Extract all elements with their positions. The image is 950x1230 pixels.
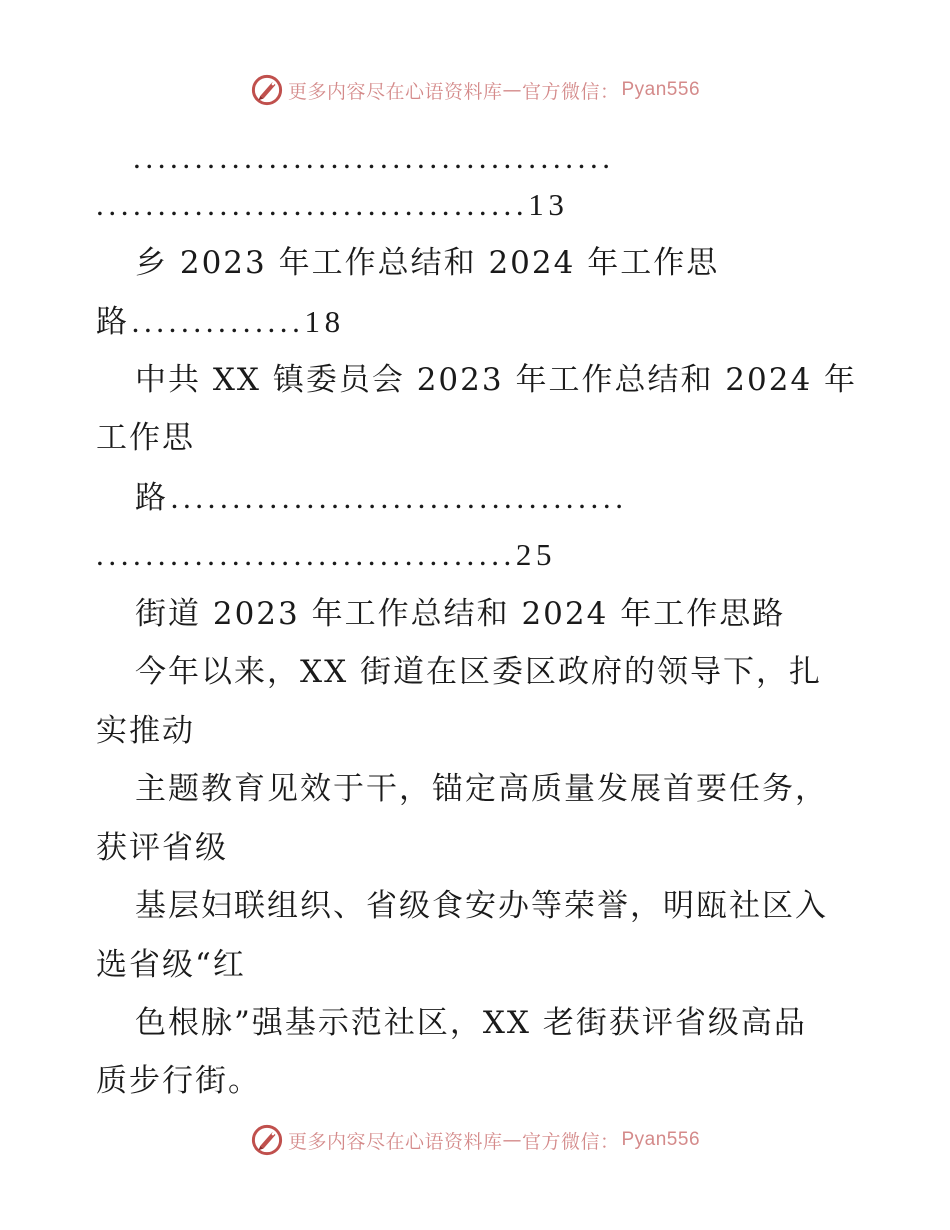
- body-text-line: 主题教育见效于干，锚定高质量发展首要任务，: [135, 771, 828, 807]
- watermark-dash: —: [502, 1129, 522, 1151]
- footer-watermark: [0, 1122, 950, 1158]
- watermark-text: 更多内容尽在心语资料库: [287, 1130, 503, 1153]
- header-watermark: [0, 72, 950, 108]
- pen-logo-icon: [250, 73, 284, 107]
- watermark-suffix: 官方微信：: [521, 1130, 620, 1153]
- pen-logo-icon: [250, 1123, 284, 1157]
- body-text-line: 基层妇联组织、省级食安办等荣誉，明瓯社区入: [135, 888, 828, 924]
- watermark-wechat-id: Pyan556: [621, 79, 701, 100]
- toc-entry-page: 路..............18: [96, 304, 345, 339]
- body-text-line: 选省级“红: [96, 947, 246, 983]
- body-text-line: 获评省级: [96, 830, 228, 866]
- body-text-line: 今年以来，XX 街道在区委区政府的领导下，扎: [135, 654, 822, 690]
- body-text-line: 质步行街。: [96, 1063, 261, 1099]
- toc-dot-leader: .......................................: [133, 140, 615, 175]
- toc-dot-leader: 路.....................................: [135, 480, 628, 515]
- watermark-wechat-id: Pyan556: [621, 1129, 701, 1150]
- section-heading: 街道 2023 年工作总结和 2024 年工作思路: [135, 596, 786, 632]
- toc-entry-title-cont: 工作思: [96, 420, 195, 456]
- watermark-suffix: 官方微信：: [521, 80, 620, 103]
- toc-dot-leader-page: ...................................13: [96, 187, 569, 222]
- toc-dot-leader-page: ..................................25: [96, 537, 557, 572]
- body-text-line: 色根脉”强基示范社区，XX 老街获评省级高品: [135, 1005, 807, 1041]
- watermark-dash: —: [502, 79, 522, 101]
- watermark-text: 更多内容尽在心语资料库: [287, 80, 503, 103]
- toc-entry-title: 乡 2023 年工作总结和 2024 年工作思: [135, 245, 720, 281]
- body-text-line: 实推动: [96, 713, 195, 749]
- toc-entry-title: 中共 XX 镇委员会 2023 年工作总结和 2024 年: [135, 362, 858, 398]
